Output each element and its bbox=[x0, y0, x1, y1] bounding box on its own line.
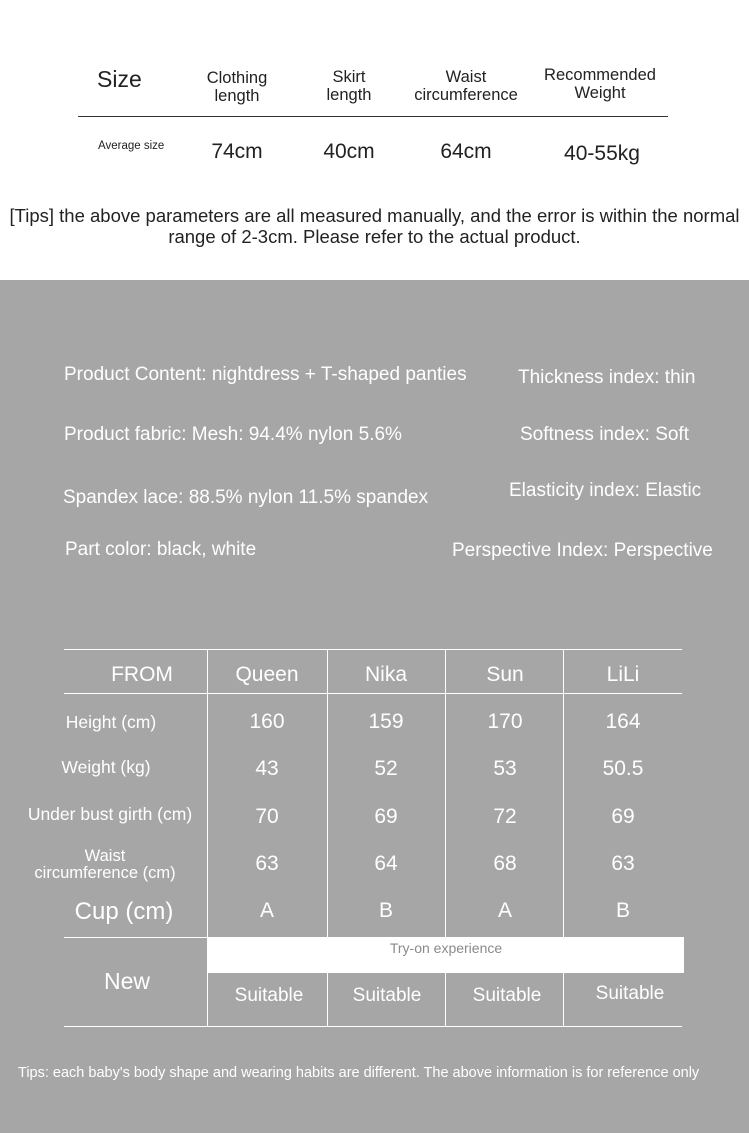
cell-height-nika: 159 bbox=[368, 710, 404, 733]
waist-value: 64cm bbox=[440, 140, 492, 163]
clothing-length-value: 74cm bbox=[211, 140, 263, 163]
skirt-length-header-line2: length bbox=[326, 86, 372, 104]
cell-waist-sun: 68 bbox=[493, 852, 517, 875]
row-label-new: New bbox=[103, 968, 150, 994]
spec-perspective: Perspective Index: Perspective bbox=[452, 540, 713, 561]
cell-weight-queen: 43 bbox=[255, 757, 279, 780]
cell-cup-sun: A bbox=[497, 899, 512, 922]
footer-tips: Tips: each baby's body shape and wearing habits are different. The above information is for reference only bbox=[18, 1065, 700, 1081]
row-label-weight: Weight (kg) bbox=[61, 757, 151, 777]
waist-header-line2: circumference bbox=[414, 86, 518, 104]
cell-weight-sun: 53 bbox=[493, 757, 517, 780]
size-tips: [Tips] the above parameters are all measured manually, and the error is within the normal range of 2-3cm. Please refer to the actual product. bbox=[9, 205, 740, 247]
cell-bust-lili: 69 bbox=[611, 805, 635, 828]
row-label-under-bust: Under bust girth (cm) bbox=[27, 804, 193, 824]
skirt-length-header-line1: Skirt bbox=[332, 68, 366, 86]
clothing-length-header bbox=[187, 69, 287, 105]
try-on-label: Try-on experience bbox=[389, 940, 503, 956]
skirt-length-value: 40cm bbox=[323, 140, 375, 163]
waist-header bbox=[404, 68, 528, 104]
spec-softness: Softness index: Soft bbox=[520, 424, 689, 445]
average-size-label: Average size bbox=[98, 140, 165, 152]
cell-suitable-nika: Suitable bbox=[352, 985, 422, 1006]
model-table bbox=[0, 280, 749, 1133]
size-header: Size bbox=[97, 66, 142, 92]
cell-height-sun: 170 bbox=[487, 710, 523, 733]
product-info-section bbox=[0, 280, 749, 1133]
weight-header-line1: Recommended bbox=[544, 66, 656, 84]
cell-cup-lili: B bbox=[615, 899, 630, 922]
skirt-length-header bbox=[299, 68, 399, 104]
spec-elasticity: Elasticity index: Elastic bbox=[509, 480, 702, 501]
table-top-line bbox=[64, 649, 682, 650]
table-bottom-line bbox=[64, 1026, 682, 1027]
row-label-waist-line1: Waist bbox=[84, 847, 126, 865]
header-model-sun: Sun bbox=[486, 663, 524, 686]
cell-height-queen: 160 bbox=[249, 710, 285, 733]
try-on-banner bbox=[208, 937, 684, 973]
spec-thickness: Thickness index: thin bbox=[518, 367, 696, 388]
clothing-length-header-line2: length bbox=[214, 87, 260, 105]
cell-waist-lili: 63 bbox=[611, 852, 635, 875]
table-new-line bbox=[64, 937, 208, 938]
cell-bust-queen: 70 bbox=[255, 805, 279, 828]
row-label-height: Height (cm) bbox=[65, 712, 157, 732]
cell-waist-nika: 64 bbox=[374, 852, 398, 875]
cell-cup-queen: A bbox=[259, 899, 274, 922]
waist-header-line1: Waist bbox=[445, 68, 487, 86]
weight-value: 40-55kg bbox=[564, 142, 640, 165]
cell-weight-lili: 50.5 bbox=[602, 757, 644, 780]
spec-content: Product Content: nightdress + T-shaped panties bbox=[64, 364, 467, 385]
cell-weight-nika: 52 bbox=[374, 757, 398, 780]
cell-suitable-sun: Suitable bbox=[472, 985, 542, 1006]
spec-lace: Spandex lace: 88.5% nylon 11.5% spandex bbox=[63, 487, 429, 508]
table-header-line bbox=[64, 693, 682, 694]
cell-waist-queen: 63 bbox=[255, 852, 279, 875]
row-label-waist-line2: circumference (cm) bbox=[34, 864, 176, 882]
header-model-nika: Nika bbox=[364, 663, 407, 686]
size-chart-divider bbox=[78, 116, 668, 117]
cell-suitable-lili: Suitable bbox=[595, 983, 665, 1004]
header-model-lili: LiLi bbox=[606, 663, 640, 686]
cell-suitable-queen: Suitable bbox=[234, 985, 304, 1006]
header-from: FROM bbox=[111, 663, 173, 686]
header-model-queen: Queen bbox=[235, 663, 299, 686]
size-chart-section bbox=[0, 0, 749, 280]
row-label-cup: Cup (cm) bbox=[74, 898, 174, 925]
cell-cup-nika: B bbox=[378, 899, 393, 922]
weight-header bbox=[532, 66, 668, 102]
cell-bust-nika: 69 bbox=[374, 805, 398, 828]
row-label-waist bbox=[20, 848, 190, 882]
weight-header-line2: Weight bbox=[574, 84, 626, 102]
cell-height-lili: 164 bbox=[605, 710, 641, 733]
spec-color: Part color: black, white bbox=[65, 539, 257, 560]
clothing-length-header-line1: Clothing bbox=[206, 69, 268, 87]
cell-bust-sun: 72 bbox=[493, 805, 517, 828]
spec-fabric: Product fabric: Mesh: 94.4% nylon 5.6% bbox=[64, 424, 402, 445]
